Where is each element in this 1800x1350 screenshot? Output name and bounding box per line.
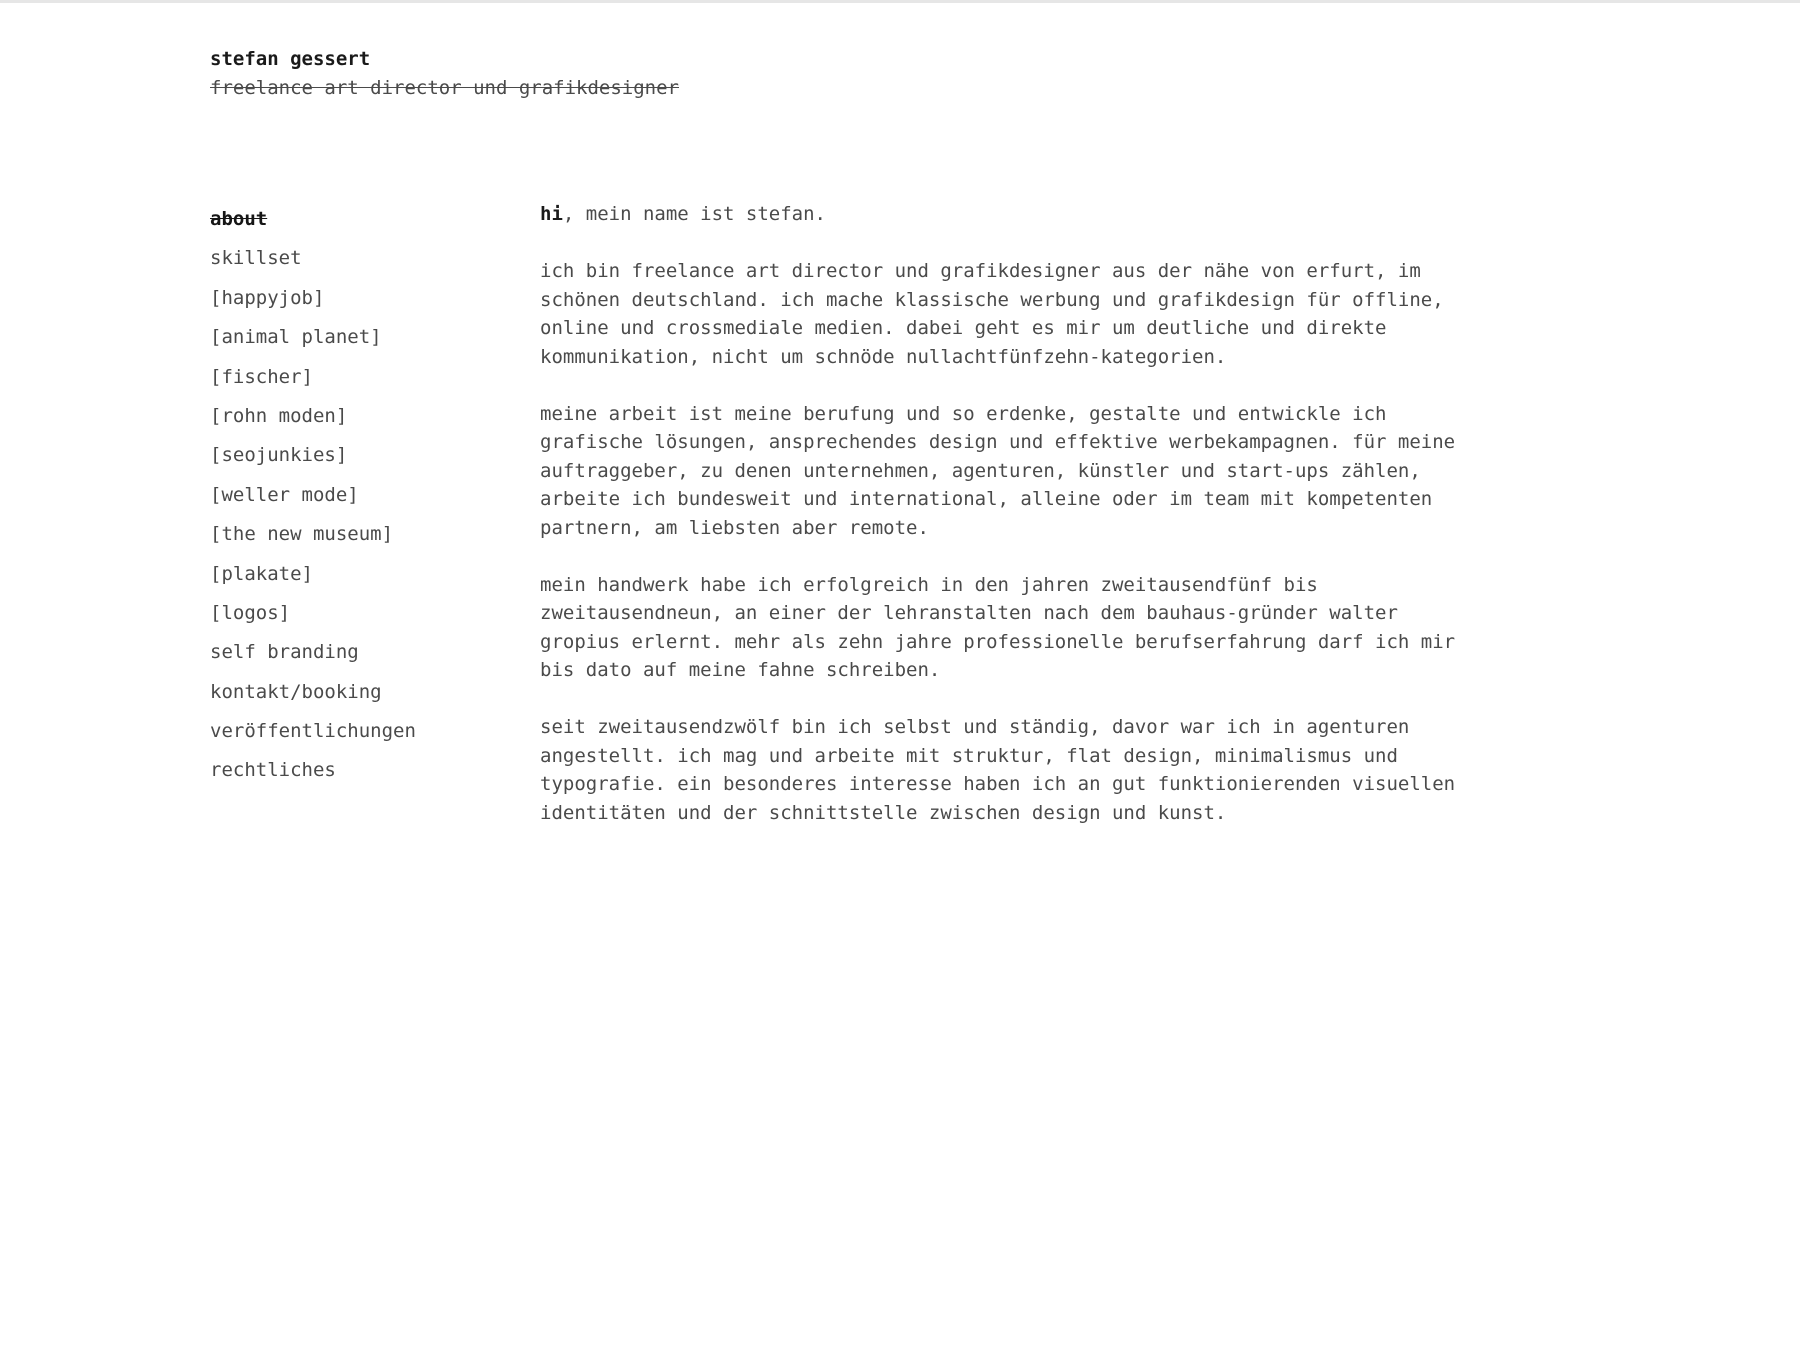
about-paragraph-1: ich bin freelance art director und grafikdesigner aus der nähe von erfurt, im schönen deutschland. ich mache klassische werbung und grafikdesign für offline, online und crossmediale medien. dabei geht es mir um deutliche und direkte kommunikation, nicht um schnöde nullachtfünfzehn-kategorien. (540, 260, 1444, 368)
sidebar-item-seojunkies[interactable]: [seojunkies] (210, 444, 348, 467)
sidebar-item-rechtliches[interactable]: rechtliches (210, 759, 336, 782)
sidebar-item-weller-mode[interactable]: [weller mode] (210, 483, 359, 506)
sidebar-item-happyjob[interactable]: [happyjob] (210, 286, 325, 309)
about-paragraph-2: meine arbeit ist meine berufung und so erdenke, gestalte und entwickle ich grafische lösungen, ansprechendes design und effektive werbekampagnen. für meine auftraggeber, zu denen unternehmen, agenturen, künstler und start-ups zählen, arbeite ich bundesweit und international, alleine oder im team mit kompetenten partnern, am liebsten aber remote. (540, 402, 1456, 539)
main-content (540, 200, 1490, 856)
sidebar-item-rohn-moden[interactable]: [rohn moden] (210, 404, 348, 427)
sidebar-item-the-new-museum[interactable]: [the new museum] (210, 523, 394, 546)
sidebar-nav (210, 200, 416, 791)
about-paragraph-3: mein handwerk habe ich erfolgreich in den jahren zweitausendfünf bis zweitausendneun, an einer der lehranstalten nach dem bauhaus-gründer walter gropius erlernt. mehr als zehn jahre professionelle berufserfahrung darf ich mir bis dato auf meine fahne schreiben. (540, 573, 1456, 681)
sidebar-item-self-branding[interactable]: self branding (210, 641, 359, 664)
sidebar-item-skillset[interactable]: skillset (210, 247, 302, 270)
sidebar-item-kontakt-booking[interactable]: kontakt/booking (210, 680, 382, 703)
sidebar-item-animal-planet[interactable]: [animal planet] (210, 326, 382, 349)
sidebar-item-veroeffentlichungen[interactable]: veröffentlichungen (210, 720, 416, 743)
about-paragraph-4: seit zweitausendzwölf bin ich selbst und ständig, davor war ich in agenturen angestellt. ich mag und arbeite mit struktur, flat design, minimalismus und typografie. ein besonderes interesse haben ich an gut funktionierenden visuellen identitäten und der schnittstelle zwischen design und kunst. (540, 716, 1456, 824)
sidebar-item-plakate[interactable]: [plakate] (210, 562, 313, 585)
greeting-rest: , mein name ist stefan. (562, 203, 826, 225)
greeting-line (540, 200, 1490, 229)
sidebar-item-fischer[interactable]: [fischer] (210, 365, 313, 388)
page-subtitle: freelance art director und grafikdesigner (210, 77, 679, 99)
sidebar-item-about[interactable]: about (210, 208, 268, 230)
site-header (210, 45, 679, 103)
sidebar-item-logos[interactable]: [logos] (210, 601, 291, 624)
greeting-hi: hi (540, 203, 563, 225)
page-title: stefan gessert (210, 48, 371, 70)
top-edge-bar (0, 0, 1800, 3)
